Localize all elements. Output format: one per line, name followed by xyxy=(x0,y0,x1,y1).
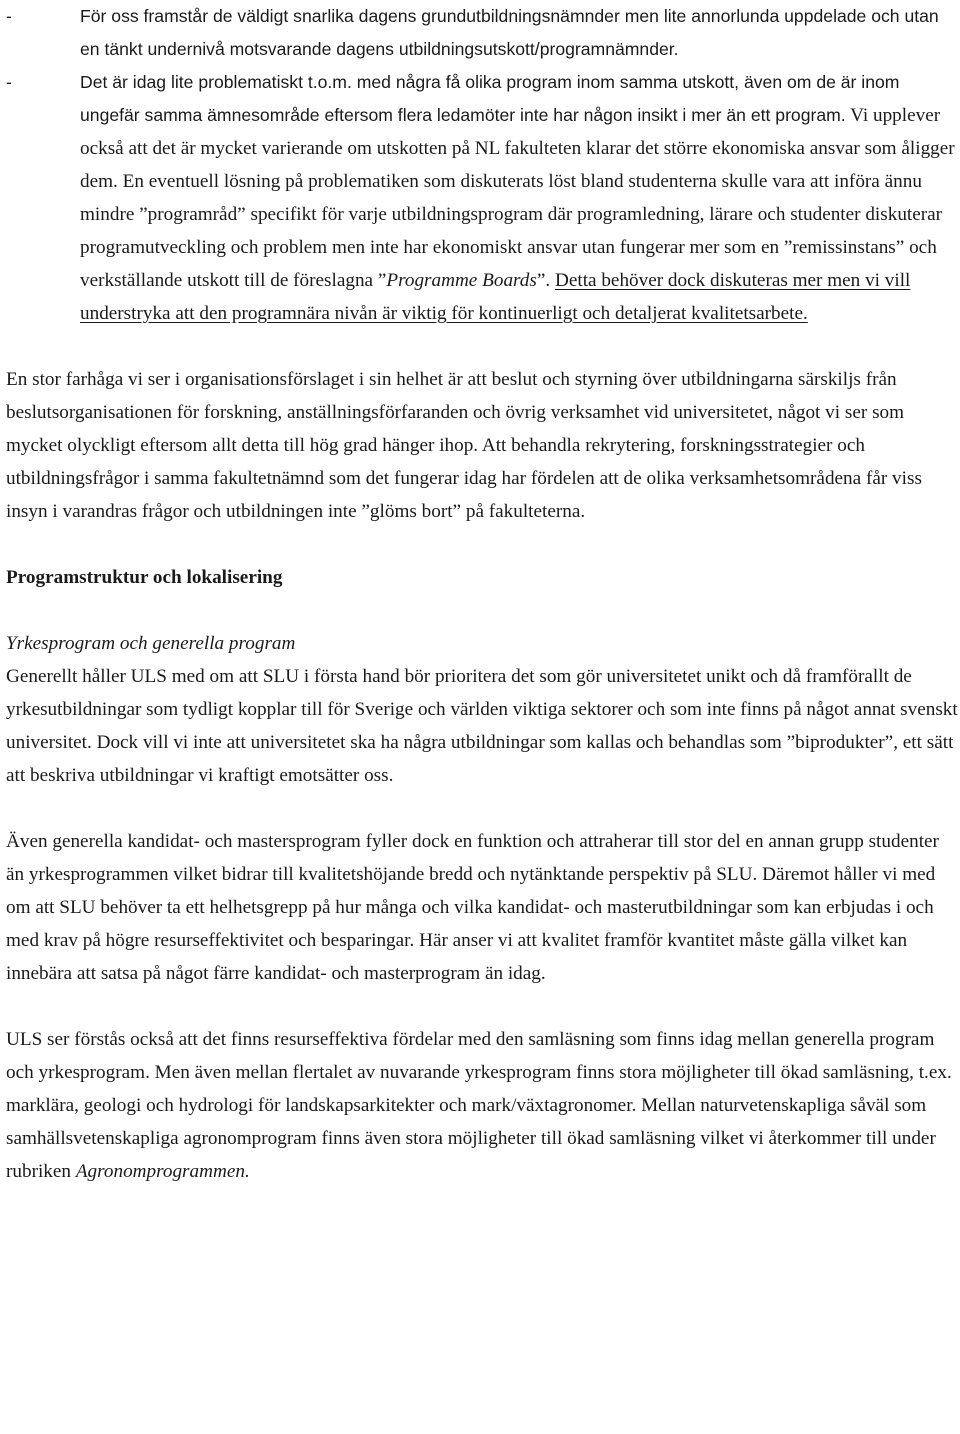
bullet-text-serif: Vi upplever också att det är mycket varierande om utskotten på NL fakulteten klarar det större ekonomiska ansvar som åligger dem. En eventuell lösning på problematiken som diskuterats löst bland studenterna skulle vara att införa ännu mindre ”programråd” specifikt för varje utbildningsprogram där programledning, lärare och studenter diskuterar programutveckling och problem men inte har ekonomiskt ansvar utan fungerar mer som en ”remissinstans” och verkställande utskott till de föreslagna ” xyxy=(80,105,955,291)
bullet-item-1 xyxy=(6,0,958,66)
spacer xyxy=(6,990,958,1023)
spacer xyxy=(6,330,958,363)
bullet-text: För oss framstår de väldigt snarlika dagens grundutbildningsnämnder men lite annorlunda uppdelade och utan en tänkt undernivå motsvarande dagens utbildningsutskott/programnämnder. xyxy=(80,6,939,59)
paragraph-samlasning-text: ULS ser förstås också att det finns resurseffektiva fördelar med den samläsning som finns idag mellan generella program och yrkesprogram. Men även mellan flertalet av nuvarande yrkesprogram finns stora möjligheter till ökad samläsning, t.ex. marklära, geologi och hydrologi för landskapsarkitekter och mark/växtagronomer. Mellan naturvetenskapliga såväl som samhällsvetenskapliga agronomprogram finns även stora möjligheter till ökad samläsning vilket vi återkommer till under rubriken xyxy=(6,1029,952,1182)
spacer xyxy=(6,528,958,561)
bullet-dash: - xyxy=(6,6,12,26)
bullet-text-sans: Det är idag lite problematiskt t.o.m. med några få olika program inom samma utskott, även om de är inom ungefär samma ämnesområde eftersom flera ledamöter inte har någon insikt i mer än ett program. xyxy=(80,72,900,125)
paragraph-generella: Även generella kandidat- och mastersprogram fyller dock en funktion och attraherar till stor del en annan grupp studenter än yrkesprogrammen vilket bidrar till kvalitetshöjande bredd och nytänktande perspektiv på SLU. Däremot håller vi med om att SLU behöver ta ett helhetsgrepp på hur många och vilka kandidat- och masterutbildningar som kan erbjudas i och med krav på högre resurseffektivitet och besparingar. Här anser vi att kvalitet framför kvantitet måste gälla vilket kan innebära att satsa på något färre kandidat- och masterprogram än idag. xyxy=(6,831,939,984)
paragraph-samlasning xyxy=(6,1023,958,1188)
paragraph-samlasning-italic: Agronomprogrammen. xyxy=(75,1161,250,1182)
spacer xyxy=(6,792,958,825)
document-page xyxy=(6,0,958,1188)
paragraph-organisation: En stor farhåga vi ser i organisationsförslaget i sin helhet är att beslut och styrning över utbildningarna särskiljs från beslutsorganisationen för forskning, anställningsförfaranden och övrig verksamhet vid universitetet, något vi ser som mycket olyckligt eftersom allt detta till hög grad hänger ihop. Att behandla rekrytering, forskningsstrategier och utbildningsfrågor i samma fakultetnämnd som det fungerar idag har fördelen att de olika verksamhetsområdena får viss insyn i varandras frågor och utbildningen inte ”glöms bort” på fakulteterna. xyxy=(6,369,922,522)
bullet-text-italic: Programme Boards xyxy=(386,270,537,291)
bullet-dash: - xyxy=(6,72,12,92)
paragraph-yrkesprogram: Generellt håller ULS med om att SLU i första hand bör prioritera det som gör universitetet unikt och då framförallt de yrkesutbildningar som tydligt kopplar till för Sverige och världen viktiga sektorer och som inte finns på något annat svenskt universitet. Dock vill vi inte att universitetet ska ha några utbildningar som kallas och behandlas som ”biprodukter”, ett sätt att beskriva utbildningar vi kraftigt emotsätter oss. xyxy=(6,666,958,786)
bullet-text-after-italic: ”. xyxy=(536,270,555,291)
spacer xyxy=(6,594,958,627)
bullet-item-2 xyxy=(6,66,958,330)
section-subheading: Yrkesprogram och generella program xyxy=(6,633,296,654)
section-heading: Programstruktur och lokalisering xyxy=(6,567,283,588)
bullet-text-underlined: Detta behöver dock diskuteras mer men vi vill understryka att den programnära nivån är viktig för kontinuerligt och detaljerat kvalitetsarbete. xyxy=(80,270,911,324)
